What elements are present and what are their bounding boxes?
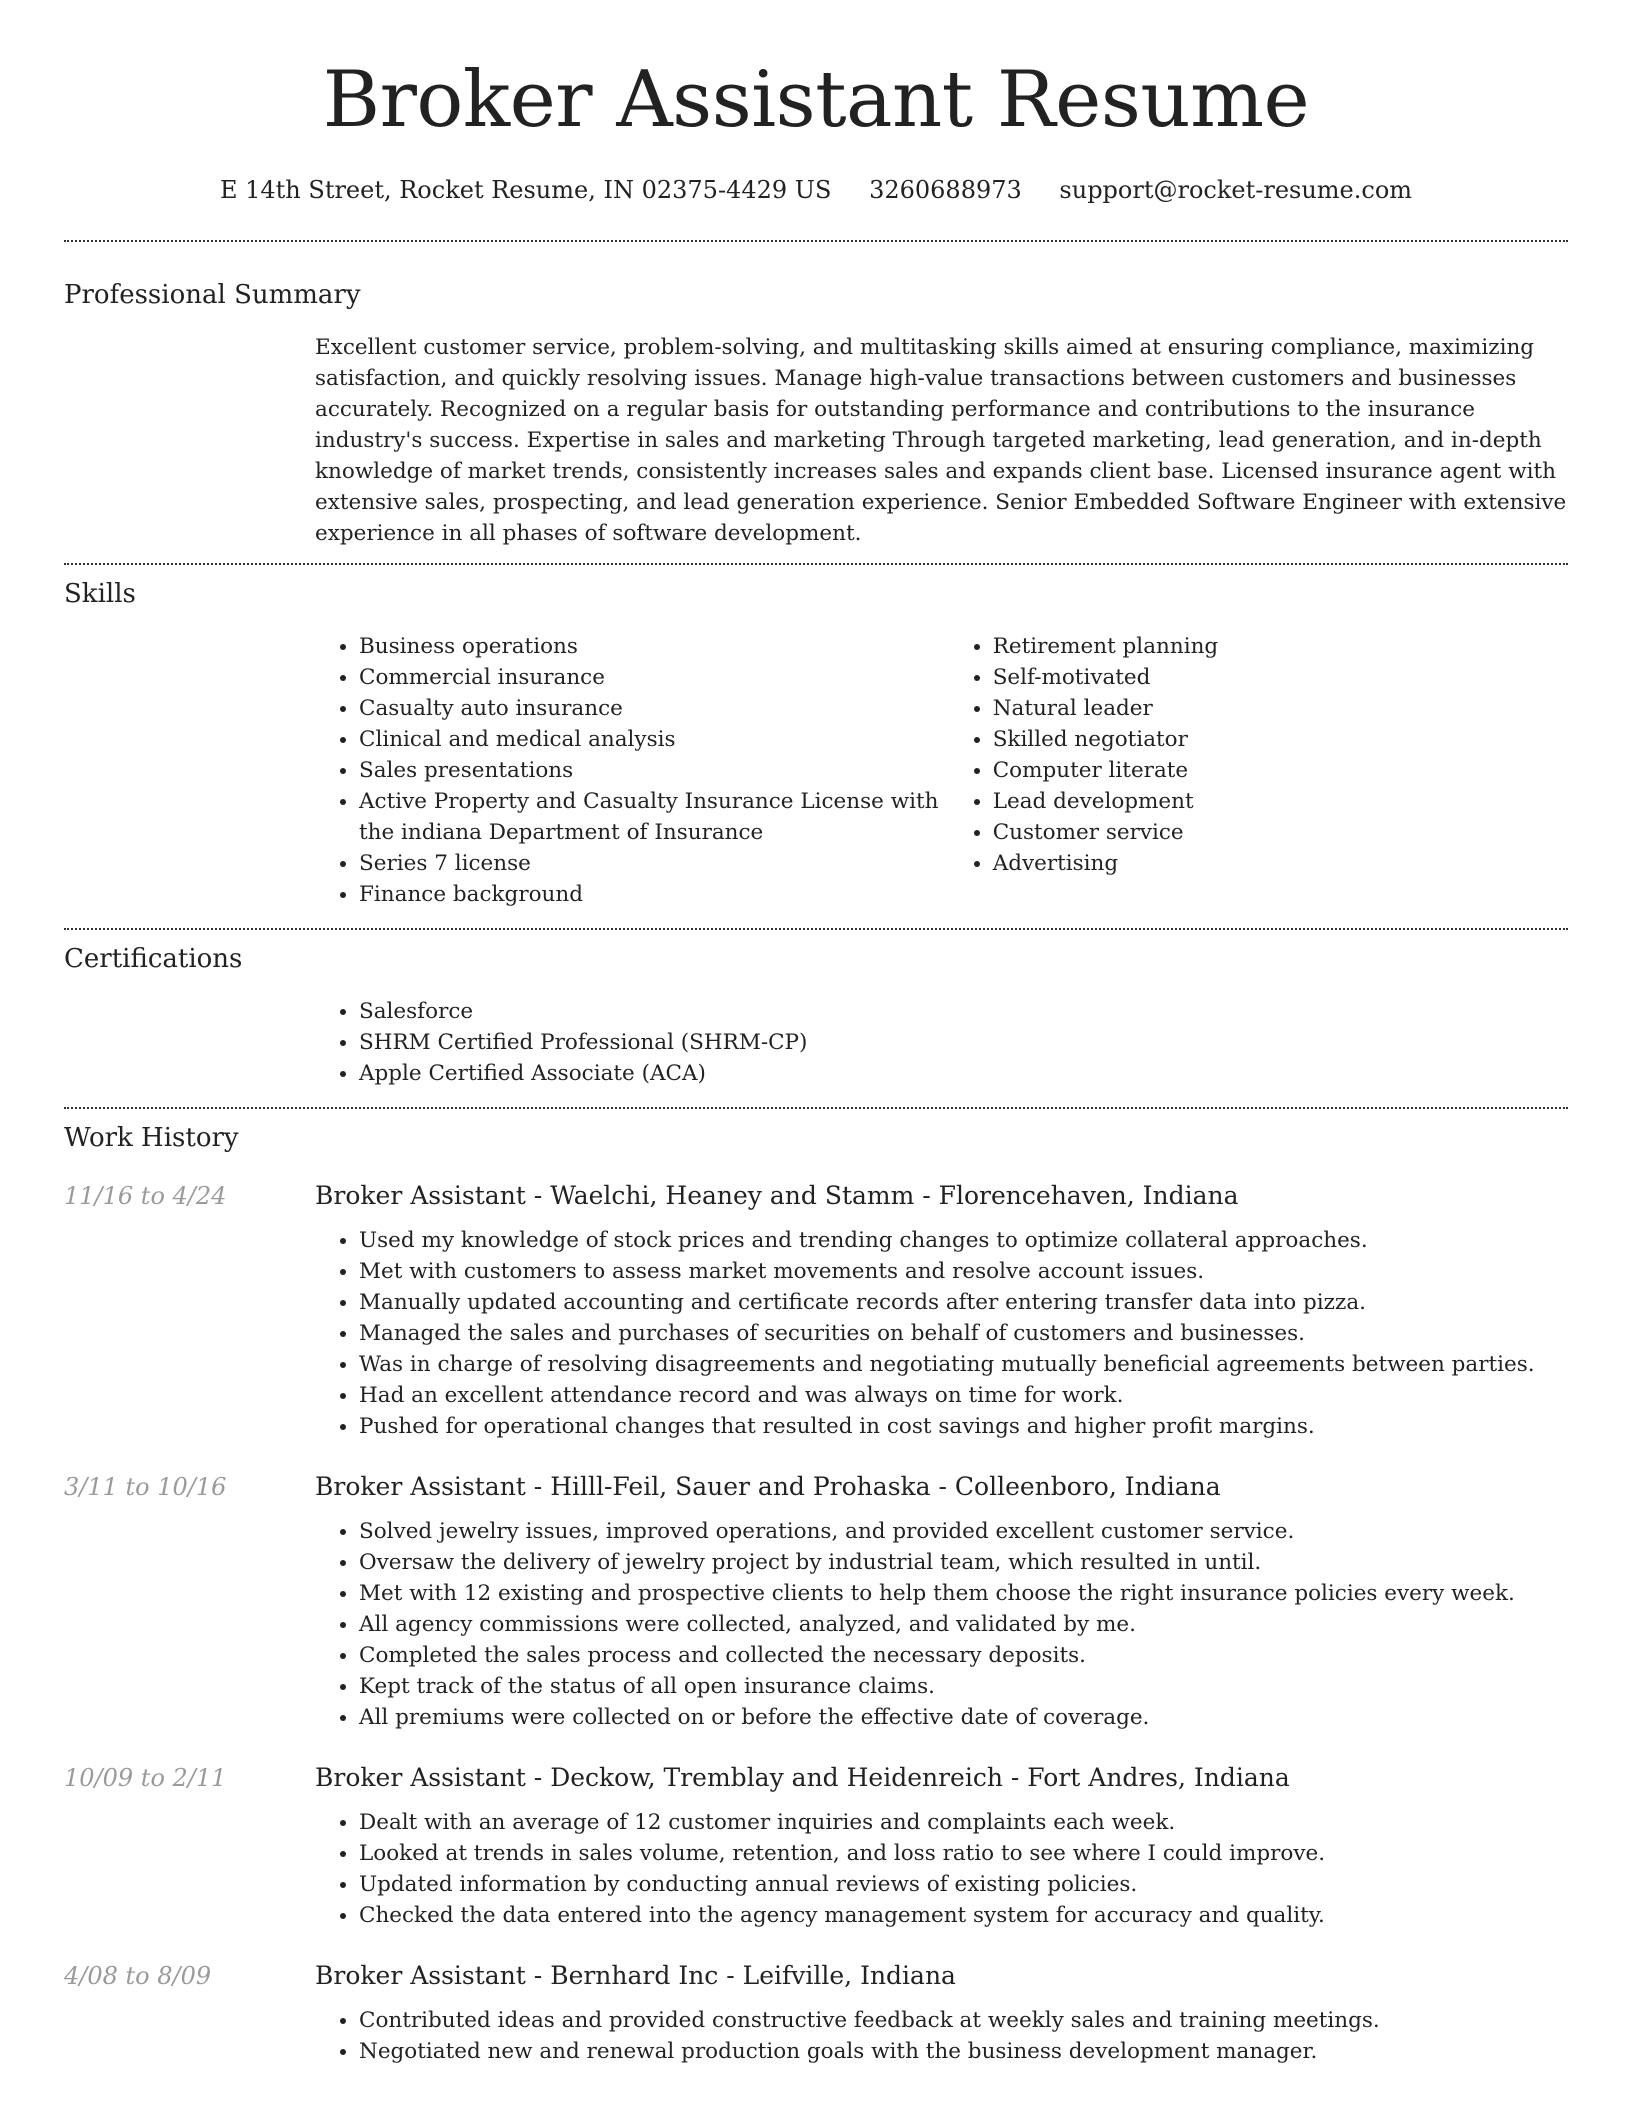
job-bullets <box>315 1807 1568 1931</box>
skills-list-left <box>315 631 949 910</box>
list-item: • Had an excellent attendance record and was always on time for work. <box>359 1380 1568 1411</box>
section-work-history <box>64 1109 1568 2067</box>
skills-columns <box>315 631 1568 910</box>
section-skills <box>64 565 1568 910</box>
list-item: • Finance background <box>359 879 949 910</box>
job-title: Broker Assistant - Bernhard Inc - Leifville, Indiana <box>315 1961 956 1990</box>
summary-text: Excellent customer service, problem-solving, and multitasking skills aimed at ensuring compliance, maximizing satisfaction, and quickly resolving issues. Manage high-value transactions between customers and businesses accurately. Recognized on a regular basis for outstanding performance and contributions to the insurance industry's success. Expertise in sales and marketing Through targeted marketing, lead generation, and in-depth knowledge of market trends, consistently increases sales and expands client base. Licensed insurance agent with extensive sales, prospecting, and lead generation experience. Senior Embedded Software Engineer with extensive experience in all phases of software development. <box>315 335 1567 546</box>
job-entry <box>64 1761 1568 1931</box>
list-item: • Negotiated new and renewal production goals with the business development manager. <box>359 2036 1568 2067</box>
list-item: • Skilled negotiator <box>993 724 1568 755</box>
list-item: • Natural leader <box>993 693 1568 724</box>
list-item: • Apple Certified Associate (ACA) <box>359 1058 1568 1089</box>
list-item: • Series 7 license <box>359 848 949 879</box>
job-title: Broker Assistant - Deckow, Tremblay and Heidenreich - Fort Andres, Indiana <box>315 1763 1290 1792</box>
resume-header <box>64 0 1568 206</box>
job-dates: 3/11 to 10/16 <box>64 1473 227 1501</box>
list-item: • Dealt with an average of 12 customer inquiries and complaints each week. <box>359 1807 1568 1838</box>
certifications-list <box>315 996 1568 1089</box>
contact-email: support@rocket-resume.com <box>1059 176 1413 204</box>
list-item: • Customer service <box>993 817 1568 848</box>
list-item: • Lead development <box>993 786 1568 817</box>
list-item: • Managed the sales and purchases of securities on behalf of customers and businesses. <box>359 1318 1568 1349</box>
contact-phone: 3260688973 <box>869 176 1022 204</box>
list-item: • Manually updated accounting and certificate records after entering transfer data into pizza. <box>359 1287 1568 1318</box>
section-title-skills: Skills <box>64 579 136 609</box>
section-title-work-history: Work History <box>64 1123 239 1153</box>
list-item: • Retirement planning <box>993 631 1568 662</box>
job-bullets <box>315 1225 1568 1442</box>
job-entry <box>64 1470 1568 1733</box>
contact-address: E 14th Street, Rocket Resume, IN 02375-4429 US <box>219 176 832 204</box>
list-item: • Updated information by conducting annual reviews of existing policies. <box>359 1869 1568 1900</box>
job-dates: 11/16 to 4/24 <box>64 1182 227 1210</box>
list-item: • Was in charge of resolving disagreements and negotiating mutually beneficial agreements between parties. <box>359 1349 1568 1380</box>
list-item: • Checked the data entered into the agency management system for accuracy and quality. <box>359 1900 1568 1931</box>
certifications-content <box>315 996 1568 1089</box>
job-body <box>315 1470 1568 1733</box>
list-item: • Casualty auto insurance <box>359 693 949 724</box>
job-title: Broker Assistant - Hilll-Feil, Sauer and Prohaska - Colleenboro, Indiana <box>315 1472 1221 1501</box>
list-item: • Salesforce <box>359 996 1568 1027</box>
job-dates: 10/09 to 2/11 <box>64 1764 227 1792</box>
section-title-certifications: Certifications <box>64 944 243 974</box>
page-title: Broker Assistant Resume <box>322 55 1310 145</box>
list-item: • Pushed for operational changes that resulted in cost savings and higher profit margins. <box>359 1411 1568 1442</box>
list-item: • Clinical and medical analysis <box>359 724 949 755</box>
skills-content <box>315 631 1568 910</box>
job-entry <box>64 1179 1568 1442</box>
job-entry <box>64 1959 1568 2067</box>
job-dates: 4/08 to 8/09 <box>64 1962 212 1990</box>
job-body <box>315 1179 1568 1442</box>
skills-list-right <box>949 631 1568 910</box>
job-body <box>315 1959 1568 2067</box>
list-item: • Active Property and Casualty Insurance License with the indiana Department of Insurance <box>359 786 949 848</box>
list-item: • Solved jewelry issues, improved operations, and provided excellent customer service. <box>359 1516 1568 1547</box>
list-item: • Met with 12 existing and prospective clients to help them choose the right insurance policies every week. <box>359 1578 1568 1609</box>
list-item: • Kept track of the status of all open insurance claims. <box>359 1671 1568 1702</box>
list-item: • Contributed ideas and provided constructive feedback at weekly sales and training meetings. <box>359 2005 1568 2036</box>
list-item: • All premiums were collected on or before the effective date of coverage. <box>359 1702 1568 1733</box>
contact-line <box>64 174 1568 206</box>
list-item: • Completed the sales process and collected the necessary deposits. <box>359 1640 1568 1671</box>
job-body <box>315 1761 1568 1931</box>
list-item: • Business operations <box>359 631 949 662</box>
summary-content <box>315 332 1568 549</box>
list-item: • Self-motivated <box>993 662 1568 693</box>
list-item: • All agency commissions were collected, analyzed, and validated by me. <box>359 1609 1568 1640</box>
list-item: • Looked at trends in sales volume, retention, and loss ratio to see where I could improve. <box>359 1838 1568 1869</box>
section-certifications <box>64 930 1568 1089</box>
list-item: • Advertising <box>993 848 1568 879</box>
list-item: • Oversaw the delivery of jewelry project by industrial team, which resulted in until. <box>359 1547 1568 1578</box>
list-item: • Commercial insurance <box>359 662 949 693</box>
list-item: • SHRM Certified Professional (SHRM-CP) <box>359 1027 1568 1058</box>
job-bullets <box>315 1516 1568 1733</box>
list-item: • Sales presentations <box>359 755 949 786</box>
section-title-summary: Professional Summary <box>64 280 361 310</box>
list-item: • Computer literate <box>993 755 1568 786</box>
section-summary <box>64 242 1568 549</box>
list-item: • Used my knowledge of stock prices and trending changes to optimize collateral approaches. <box>359 1225 1568 1256</box>
list-item: • Met with customers to assess market movements and resolve account issues. <box>359 1256 1568 1287</box>
job-title: Broker Assistant - Waelchi, Heaney and Stamm - Florencehaven, Indiana <box>315 1181 1239 1210</box>
job-bullets <box>315 2005 1568 2067</box>
